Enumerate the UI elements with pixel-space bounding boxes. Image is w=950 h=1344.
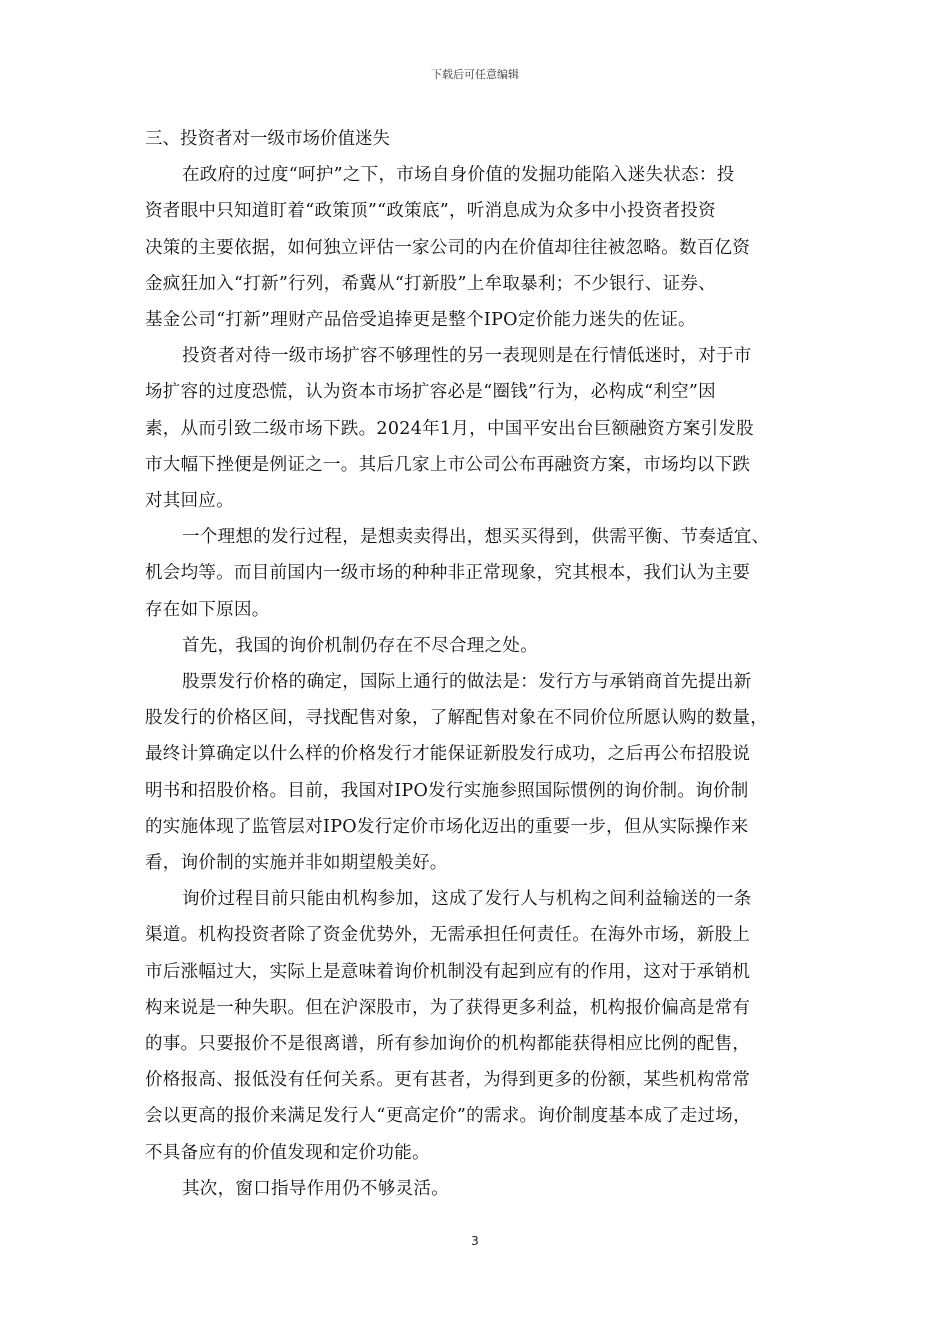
paragraph-line: 其次，窗口指导作用仍不够灵活。 xyxy=(182,1178,449,1199)
paragraph-line: 对其回应。 xyxy=(145,491,234,512)
paragraph-line: 场扩容的过度恐慌，认为资本市场扩容必是“圈钱”行为，必构成“利空”因 xyxy=(145,382,716,403)
paragraph-line: 股发行的价格区间，寻找配售对象，了解配售对象在不同价位所愿认购的数量， xyxy=(145,708,768,729)
paragraph xyxy=(145,628,822,664)
paragraph-list xyxy=(145,157,822,1207)
paragraph-line: 不具备应有的价值发现和定价功能。 xyxy=(145,1142,430,1163)
paragraph-line: 最终计算确定以什么样的价格发行才能保证新股发行成功，之后再公布招股说 xyxy=(145,744,751,765)
paragraph-line: 明书和招股价格。目前，我国对IPO发行实施参照国际惯例的询价制。询价制 xyxy=(145,780,749,801)
paragraph-line: 的事。只要报价不是很离谱，所有参加询价的机构都能获得相应比例的配售， xyxy=(145,1034,751,1055)
paragraph-line: 会以更高的报价来满足发行人“更高定价”的需求。询价制度基本成了走过场， xyxy=(145,1106,751,1127)
document-body xyxy=(145,121,822,1207)
paragraph-line: 渠道。机构投资者除了资金优势外，无需承担任何责任。在海外市场，新股上 xyxy=(145,925,751,946)
paragraph xyxy=(145,338,822,519)
paragraph-line: 股票发行价格的确定，国际上通行的做法是：发行方与承销商首先提出新 xyxy=(182,672,752,693)
paragraph xyxy=(145,881,822,1171)
paragraph xyxy=(145,519,822,628)
paragraph-line: 决策的主要依据，如何独立评估一家公司的内在价值却往往被忽略。数百亿资 xyxy=(145,237,751,258)
paragraph-line: 市大幅下挫便是例证之一。其后几家上市公司公布再融资方案，市场均以下跌 xyxy=(145,454,751,475)
paragraph-line: 资者眼中只知道盯着“政策顶”“政策底”，听消息成为众多中小投资者投资 xyxy=(145,201,716,222)
page-header-note: 下载后可任意编辑 xyxy=(431,68,519,81)
paragraph xyxy=(145,664,822,881)
paragraph-line: 投资者对待一级市场扩容不够理性的另一表现则是在行情低迷时，对于市 xyxy=(182,346,752,367)
paragraph-line: 询价过程目前只能由机构参加，这成了发行人与机构之间利益输送的一条 xyxy=(182,889,752,910)
paragraph-line: 一个理想的发行过程，是想卖卖得出，想买买得到，供需平衡、节奏适宜、 xyxy=(182,527,770,548)
section-heading: 三、投资者对一级市场价值迷失 xyxy=(145,129,390,149)
paragraph-line: 价格报高、报低没有任何关系。更有甚者，为得到更多的份额，某些机构常常 xyxy=(145,1070,751,1091)
paragraph-line: 构来说是一种失职。但在沪深股市，为了获得更多利益，机构报价偏高是常有 xyxy=(145,997,751,1018)
paragraph-line: 看，询价制的实施并非如期望般美好。 xyxy=(145,853,448,874)
paragraph-line: 首先，我国的询价机制仍存在不尽合理之处。 xyxy=(182,635,538,656)
paragraph-line: 基金公司“打新”理财产品倍受追捧更是整个IPO定价能力迷失的佐证。 xyxy=(145,310,696,331)
paragraph-line: 存在如下原因。 xyxy=(145,599,270,620)
paragraph-line: 机会均等。而目前国内一级市场的种种非正常现象，究其根本，我们认为主要 xyxy=(145,563,751,584)
paragraph-line: 在政府的过度“呵护”之下，市场自身价值的发掘功能陷入迷失状态：投 xyxy=(182,165,735,186)
paragraph-line: 素，从而引致二级市场下跌。2024年1月，中国平安出台巨额融资方案引发股 xyxy=(145,418,754,439)
paragraph-line: 的实施体现了监管层对IPO发行定价市场化迈出的重要一步，但从实际操作来 xyxy=(145,816,749,837)
paragraph-line: 市后涨幅过大，实际上是意味着询价机制没有起到应有的作用，这对于承销机 xyxy=(145,961,751,982)
paragraph-line: 金疯狂加入“打新”行列，希冀从“打新股”上牟取暴利；不少银行、证券、 xyxy=(145,273,716,294)
paragraph xyxy=(145,157,822,338)
paragraph xyxy=(145,1171,822,1207)
page-number: 3 xyxy=(471,1234,479,1248)
